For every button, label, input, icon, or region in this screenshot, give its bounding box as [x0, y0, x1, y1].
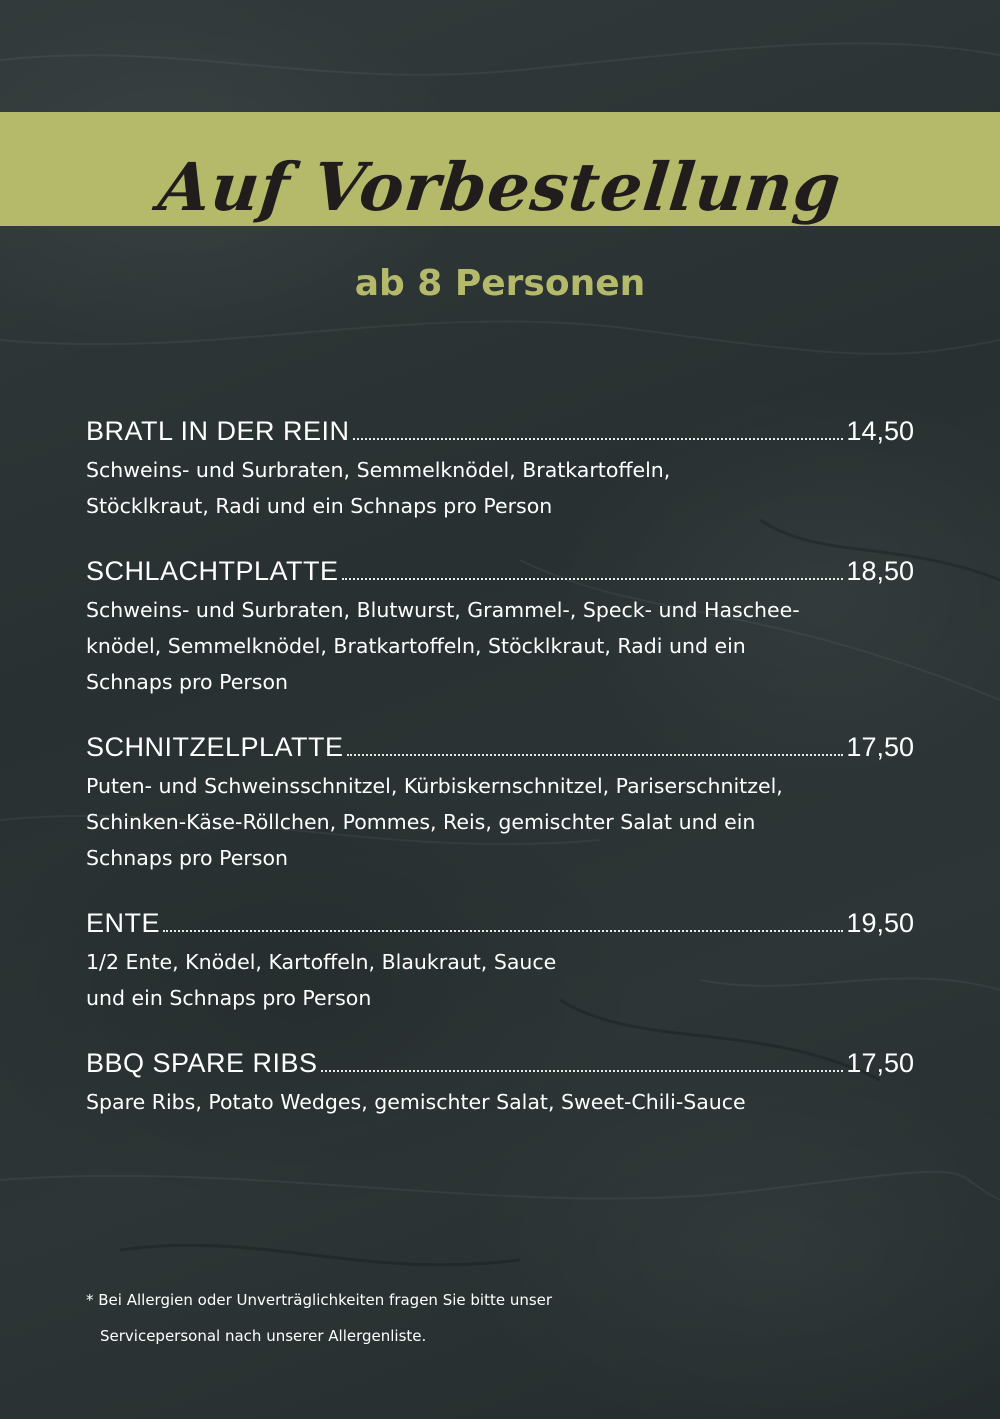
menu-item-header [86, 1048, 914, 1084]
dotted-leader [342, 577, 844, 580]
menu-item-name: SCHLACHTPLATTE [86, 556, 339, 586]
menu-item-price: 18,50 [846, 556, 914, 586]
menu-item-price: 17,50 [846, 1048, 914, 1078]
menu-item-description: Schweins- und Surbraten, Semmelknödel, Bratkartoffeln, Stöcklkraut, Radi und ein Schnaps pro Person [86, 458, 671, 518]
page-subtitle: ab 8 Personen [354, 263, 646, 304]
menu-item-header [86, 732, 914, 768]
menu-item-schlachtplatte [86, 556, 914, 700]
menu-item-spare-ribs [86, 1048, 914, 1120]
menu-item-description: Spare Ribs, Potato Wedges, gemischter Salat, Sweet-Chili-Sauce [86, 1090, 746, 1114]
dotted-leader [347, 753, 844, 756]
allergen-footnote [86, 1282, 786, 1354]
menu-item-name: BBQ SPARE RIBS [86, 1048, 318, 1078]
menu-item-header [86, 416, 914, 452]
menu-item-schnitzelplatte [86, 732, 914, 876]
dotted-leader [353, 437, 844, 440]
menu-item-description: Schweins- und Surbraten, Blutwurst, Grammel-, Speck- und Haschee- knödel, Semmelknödel, Bratkartoffeln, Stöcklkraut, Radi und ein Schnaps pro Person [86, 598, 800, 694]
dotted-leader [163, 929, 843, 932]
menu-item-price: 14,50 [846, 416, 914, 446]
menu-item-ente [86, 908, 914, 1016]
menu-item-price: 17,50 [846, 732, 914, 762]
dotted-leader [321, 1069, 844, 1072]
menu-item-header [86, 556, 914, 592]
footnote-line-1: * Bei Allergien oder Unverträglichkeiten fragen Sie bitte unser [86, 1291, 553, 1309]
menu-item-description: Puten- und Schweinsschnitzel, Kürbiskernschnitzel, Pariserschnitzel, Schinken-Käse-Röllchen, Pommes, Reis, gemischter Salat und ein Schnaps pro Person [86, 774, 783, 870]
footnote-line-2: Servicepersonal nach unserer Allergenliste. [100, 1327, 427, 1345]
menu-item-price: 19,50 [846, 908, 914, 938]
menu-item-name: ENTE [86, 908, 161, 938]
menu-item-description: 1/2 Ente, Knödel, Kartoffeln, Blaukraut, Sauce und ein Schnaps pro Person [86, 950, 557, 1010]
menu-item-name: BRATL IN DER REIN [86, 416, 350, 446]
menu-list [86, 416, 914, 1152]
menu-item-header [86, 908, 914, 944]
menu-item-bratl [86, 416, 914, 524]
page-title: Auf Vorbestellung [155, 148, 845, 226]
menu-item-name: SCHNITZELPLATTE [86, 732, 344, 762]
